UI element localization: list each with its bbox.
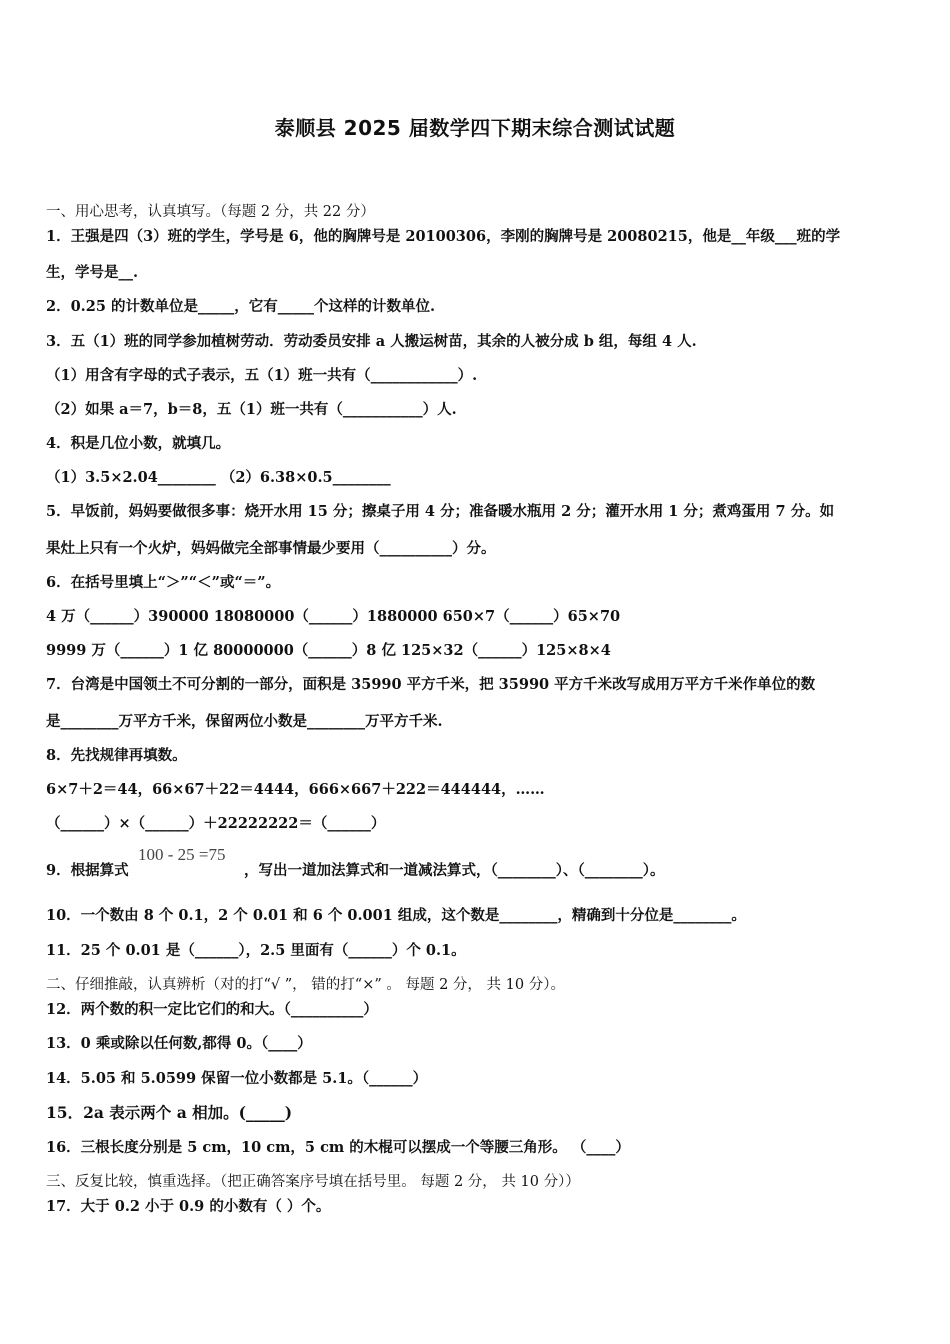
- question-11: 11．25 个 0.01 是（______），2.5 里面有（______）个 0.1。: [46, 942, 466, 959]
- question-16: 16．三根长度分别是 5 cm，10 cm，5 cm 的木棍可以摆成一个等腰三角形。 （____）: [46, 1139, 630, 1156]
- question-10: 10．一个数由 8 个 0.1，2 个 0.01 和 6 个 0.001 组成，这个数是________，精确到十分位是________。: [46, 907, 746, 924]
- question-4-parts: （1）3.5×2.04________ （2）6.38×0.5________: [46, 469, 391, 486]
- page-title: 泰顺县 2025 届数学四下期末综合测试试题: [274, 116, 676, 140]
- question-5-cont: 果灶上只有一个火炉，妈妈做完全部事情最少要用（__________）分。: [46, 540, 496, 557]
- question-6-row-1: 4 万（______）390000 18080000（______）1880000 650×7（______）65×70: [46, 608, 621, 625]
- section-2-heading: 二、仔细推敲，认真辨析（对的打“√ ”， 错的打“×” 。 每题 2 分， 共 10 分）。: [46, 977, 565, 993]
- question-7: 7．台湾是中国领土不可分割的一部分，面积是 35990 平方千米，把 35990 平方千米改写成用万平方千米作单位的数: [46, 676, 816, 693]
- question-17: 17．大于 0.2 小于 0.9 的小数有（ ）个。: [46, 1198, 331, 1215]
- question-12: 12．两个数的积一定比它们的和大。（__________）: [46, 1001, 378, 1018]
- question-5: 5．早饭前，妈妈要做很多事：烧开水用 15 分；擦桌子用 4 分；准备暖水瓶用 2 分；灌开水用 1 分；煮鸡蛋用 7 分。如: [46, 503, 835, 520]
- question-3: 3．五（1）班的同学参加植树劳动．劳动委员安排 a 人搬运树苗，其余的人被分成 b 组，每组 4 人.: [46, 333, 697, 350]
- question-6-row-2: 9999 万（______）1 亿 80000000（______）8 亿 125×32（______）125×8×4: [46, 642, 611, 659]
- question-15: 15．2a 表示两个 a 相加。(_____): [46, 1103, 293, 1122]
- question-3-part-1: （1）用含有字母的式子表示，五（1）班一共有（____________）.: [46, 367, 478, 384]
- question-6: 6．在括号里填上“＞”“＜”或“＝”。: [46, 574, 281, 591]
- question-1: 1．王强是四（3）班的学生，学号是 6，他的胸牌号是 20100306，李刚的胸牌号是 20080215，他是__年级___班的学: [46, 228, 841, 245]
- question-9-formula: 100 - 25 =75: [138, 845, 226, 864]
- question-9-rest: ，写出一道加法算式和一道减法算式，（________）、（________）。: [244, 862, 665, 879]
- question-8: 8．先找规律再填数。: [46, 747, 187, 764]
- question-3-part-2: （2）如果 a＝7，b＝8，五（1）班一共有（___________）人.: [46, 401, 457, 418]
- section-1-heading: 一、用心思考，认真填写。（每题 2 分，共 22 分）: [46, 204, 375, 220]
- question-2: 2．0.25 的计数单位是_____，它有_____个这样的计数单位.: [46, 298, 435, 315]
- question-8-pattern: 6×7＋2＝44，66×67＋22＝4444，666×667＋222＝444444，……: [46, 781, 545, 798]
- section-3-heading: 三、反复比较，慎重选择。（把正确答案序号填在括号里。 每题 2 分， 共 10 分））: [46, 1174, 580, 1190]
- question-13: 13．0 乘或除以任何数,都得 0。（____）: [46, 1035, 312, 1052]
- question-1-cont: 生，学号是__.: [46, 264, 139, 281]
- question-7-cont: 是________万平方千米，保留两位小数是________万平方千米.: [46, 713, 443, 730]
- question-4: 4．积是几位小数，就填几。: [46, 435, 231, 452]
- question-14: 14．5.05 和 5.0599 保留一位小数都是 5.1。（______）: [46, 1070, 428, 1087]
- question-9-lead: 9．根据算式: [46, 862, 129, 879]
- question-8-blank: （______）×（______）＋22222222＝（______）: [46, 815, 386, 832]
